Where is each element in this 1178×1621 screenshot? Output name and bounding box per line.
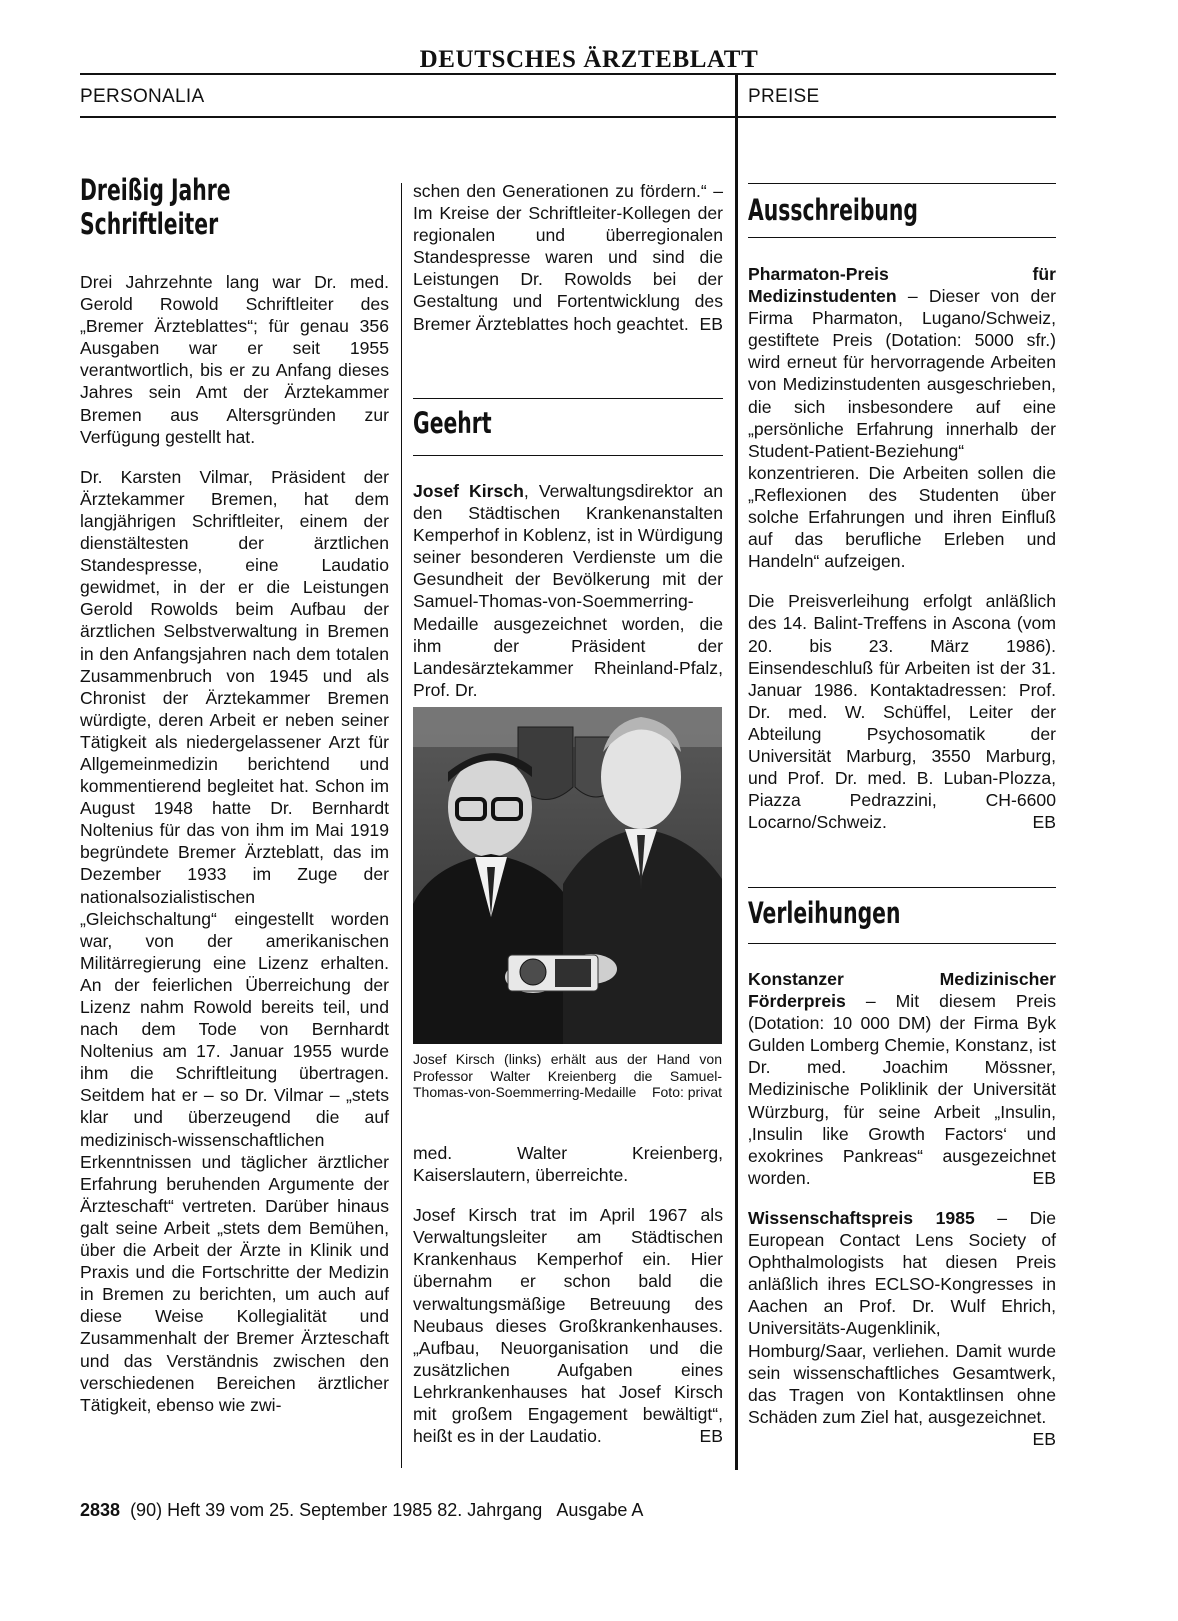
photo-medal-presentation xyxy=(413,707,722,1044)
issue-info: (90) Heft 39 vom 25. September 1985 82. Jahrgang Ausgabe A xyxy=(130,1500,644,1520)
signature-eb: EB xyxy=(699,1426,723,1447)
article-geehrt xyxy=(413,480,723,719)
signature-eb: EB xyxy=(699,313,723,334)
paragraph-preisverleihung-text: Die Preisverleihung erfolgt anläßlich des 14. Balint-Treffens in Ascona (vom 20. bis 23. März 1986). Einsendeschluß für Arbeiten ist der 31. Januar 1986. Kontaktadressen: Prof. Dr. med. W. Schüffel, Leiter der Abteilung Psychosomatik der Universität Marburg, 3550 Marburg, und Prof. Dr. med. B. Luban-Plozza, Piazza Pedrazzini, CH-6600 Locarno/Schweiz. xyxy=(748,591,1056,833)
paragraph-schriftleiter-end xyxy=(413,180,723,335)
section-rule xyxy=(80,116,1056,118)
masthead: DEUTSCHES ÄRZTEBLATT xyxy=(419,46,759,73)
rule-geehrt-bottom xyxy=(413,455,723,456)
paragraph-geehrt-intro xyxy=(413,480,723,701)
paragraph-geehrt-career-text: Josef Kirsch trat im April 1967 als Verwaltungsleiter am Städtischen Krankenhaus Kemperhof ein. Hier übernahm er schon bald die verwaltungsmäßige Betreuung des Neubaus dieses Großkrankenhauses. „Aufbau, Neuorganisation und die zusätzlichen Aufgaben eines Lehrkrankenhauses hat Josef Kirsch mit großem Engagement bewältigt“, heißt es in der Laudatio. xyxy=(413,1205,723,1447)
article-geehrt-continued xyxy=(413,1142,723,1465)
paragraph-wissenschaftspreis-text: – Die European Contact Lens Society of Ophthalmologists hat diesen Preis anläßlich ihres ECLSO-Kongresses in Aachen an Prof. Dr. Wulf Ehrich, Universitäts-Augenklinik, Homburg/Saar, verliehen. Damit wurde sein wissenschaftliches Gesamtwerk, das Tragen von Kontaktlinsen ohne Schäden zum Ziel hat, ausgezeichnet. xyxy=(748,1207,1056,1427)
section-label-personalia: PERSONALIA xyxy=(80,86,205,107)
article-schriftleiter-continued xyxy=(413,180,723,353)
signature-eb: EB xyxy=(1032,812,1056,833)
rule-ausschreibung-bottom xyxy=(748,237,1056,238)
prize-wissenschaftspreis: Wissenschaftspreis 1985 xyxy=(748,1207,975,1228)
signature-eb: EB xyxy=(1032,1167,1056,1188)
caption-text-body: Josef Kirsch (links) erhält aus der Hand von Professor Walter Kreienberg die Samuel-Thomas-von-Soemmerring-Medaille xyxy=(413,1051,722,1100)
paragraph-schriftleiter-laudatio: Dr. Karsten Vilmar, Präsident der Ärztekammer Bremen, hat dem langjährigen Schriftleiter, einem der dienstältesten der ärztlichen Standespresse, eine Laudatio gewidmet, in der er die Leistungen Gerold Rowolds beim Aufbau der ärztlichen Selbstverwaltung in Bremen in den Anfangsjahren nach dem totalen Zusammenbruch von 1945 und als Chronist der Ärztekammer Bremen würdigte, deren Arbeit er neben seiner Tätigkeit als niedergelassener Arzt für Allgemeinmedizin berichtend und kommentierend begleitet hat. Schon im August 1948 hatte Dr. Bernhardt Noltenius für das von ihm im Mai 1919 begründete Bremer Ärzteblatt, das im Dezember 1933 im Zuge der nationalsozialistischen „Gleichschaltung“ eingestellt worden war, von der amerikanischen Militärregierung eine Lizenz erhalten. An der feierlichen Überreichung der Lizenz nahm Rowold bereits teil, und nach dem Tode von Bernhardt Noltenius am 17. Januar 1955 wurde ihm die Schriftleitung übertragen. Seitdem hat er – so Dr. Vilmar – „stets klar und überzeugend die auf medizinisch-wissenschaftlichen Erkenntnissen und täglicher ärztlicher Erfahrung beruhenden Argumente der Ärzteschaft“ vertreten. Darüber hinaus galt seine Arbeit „stets dem Bemühen, über die Arbeit der Ärzte in Klinik und Praxis und die Fortschritte der Medizin in Bremen zu berichten, um auch auf diese Weise Kollegialität und Zusammenhalt der Bremer Ärzteschaft und das Verständnis zwischen den verschiedenen Bereichen ärztlicher Tätigkeit, ebenso wie zwi- xyxy=(80,466,389,1415)
headline-ausschreibung: Ausschreibung xyxy=(748,193,918,227)
rule-verleihungen-bottom xyxy=(748,943,1056,944)
headline-schriftleiter-line2: Schriftleiter xyxy=(80,207,219,241)
paragraph-schriftleiter-intro: Drei Jahrzehnte lang war Dr. med. Gerold Rowold Schriftleiter des „Bremer Ärzteblattes“; für genau 356 Ausgaben war er seit 1955 verantwortlich, bis er zu Anfang dieses Jahres sein Amt der Ärztekammer Bremen aus Altersgründen zur Verfügung gestellt hat. xyxy=(80,272,389,447)
prize-pharmaton: Pharmaton-Preis für Medizinstudenten xyxy=(748,264,1056,307)
rule-ausschreibung-top xyxy=(748,183,1056,184)
paragraph-geehrt-career xyxy=(413,1204,723,1447)
paragraph-konstanzer-text: – Mit diesem Preis (Dotation: 10 000 DM) der Firma Byk Gulden Lomberg Chemie, Konstanz, ist Dr. med. Joachim Mössner, Medizinische Poliklinik der Universität Würzburg, für seine Arbeit „Insulin, ‚Insulin like Growth Factors‘ und exokrines Pankreas“ ausgezeichnet worden. xyxy=(748,991,1056,1188)
paragraph-konstanzer xyxy=(748,968,1056,1189)
rule-geehrt-top xyxy=(413,398,723,399)
paragraph-preisverleihung xyxy=(748,590,1056,833)
prize-konstanzer: Konstanzer Medizinischer Förderpreis xyxy=(748,969,1056,1012)
section-label-preise: PREISE xyxy=(748,86,820,107)
article-schriftleiter xyxy=(80,173,389,1434)
name-josef-kirsch: Josef Kirsch xyxy=(413,481,524,501)
paragraph-wissenschaftspreis xyxy=(748,1207,1056,1449)
photo-caption xyxy=(413,1051,722,1101)
signature-eb: EB xyxy=(1032,1428,1056,1449)
column-divider-thin xyxy=(401,183,402,1468)
photo-image xyxy=(413,707,722,1044)
column-divider-thick xyxy=(735,75,738,1470)
masthead-rule xyxy=(80,73,1056,75)
page-number: 2838 xyxy=(80,1500,121,1520)
paragraph-geehrt-intro-text: , Verwaltungsdirektor an den Städtischen Krankenanstalten Kemperhof in Koblenz, ist in Würdigung seiner besonderen Verdienste um die Gesundheit der Bevölkerung mit der Samuel-Thomas-von-Soemmerring-Medaille ausgezeichnet worden, die ihm der Präsident der Landesärztekammer Rheinland-Pfalz, Prof. Dr. xyxy=(413,481,724,700)
rule-verleihungen-top xyxy=(748,887,1056,888)
paragraph-pharmaton-text: – Dieser von der Firma Pharmaton, Lugano/Schweiz, gestiftete Preis (Dotation: 5000 sfr.) wird erneut für hervorragende Arbeiten von Medizinstudenten ausgeschrieben, die sich insbesondere auf eine „persönliche Erfahrung innerhalb der Student-Patient-Beziehung“ konzentrieren. Die Arbeiten sollen die „Reflexionen des Studenten über solche Erfahrungen und ihren Einfluß auf das berufliche Erleben und Handeln“ aufzeigen. xyxy=(748,286,1056,572)
caption-text xyxy=(413,1051,722,1101)
paragraph-schriftleiter-end-text: schen den Generationen zu fördern.“ – Im Kreise der Schriftleiter-Kollegen der regionalen und überregionalen Standespresse waren und sind die Leistungen Dr. Rowolds bei der Gestaltung und Fortentwicklung des Bremer Ärzteblattes hoch geachtet. xyxy=(413,181,723,334)
article-ausschreibung xyxy=(748,263,1056,851)
headline-schriftleiter-line1: Dreißig Jahre xyxy=(80,173,231,207)
headline-geehrt: Geehrt xyxy=(413,406,492,440)
photo-credit: Foto: privat xyxy=(651,1084,722,1100)
paragraph-pharmaton xyxy=(748,263,1056,572)
paragraph-geehrt-handover: med. Walter Kreienberg, Kaiserslautern, überreichte. xyxy=(413,1143,723,1186)
article-verleihungen xyxy=(748,968,1056,1450)
page-footer xyxy=(80,1500,643,1520)
headline-verleihungen: Verleihungen xyxy=(748,896,901,930)
